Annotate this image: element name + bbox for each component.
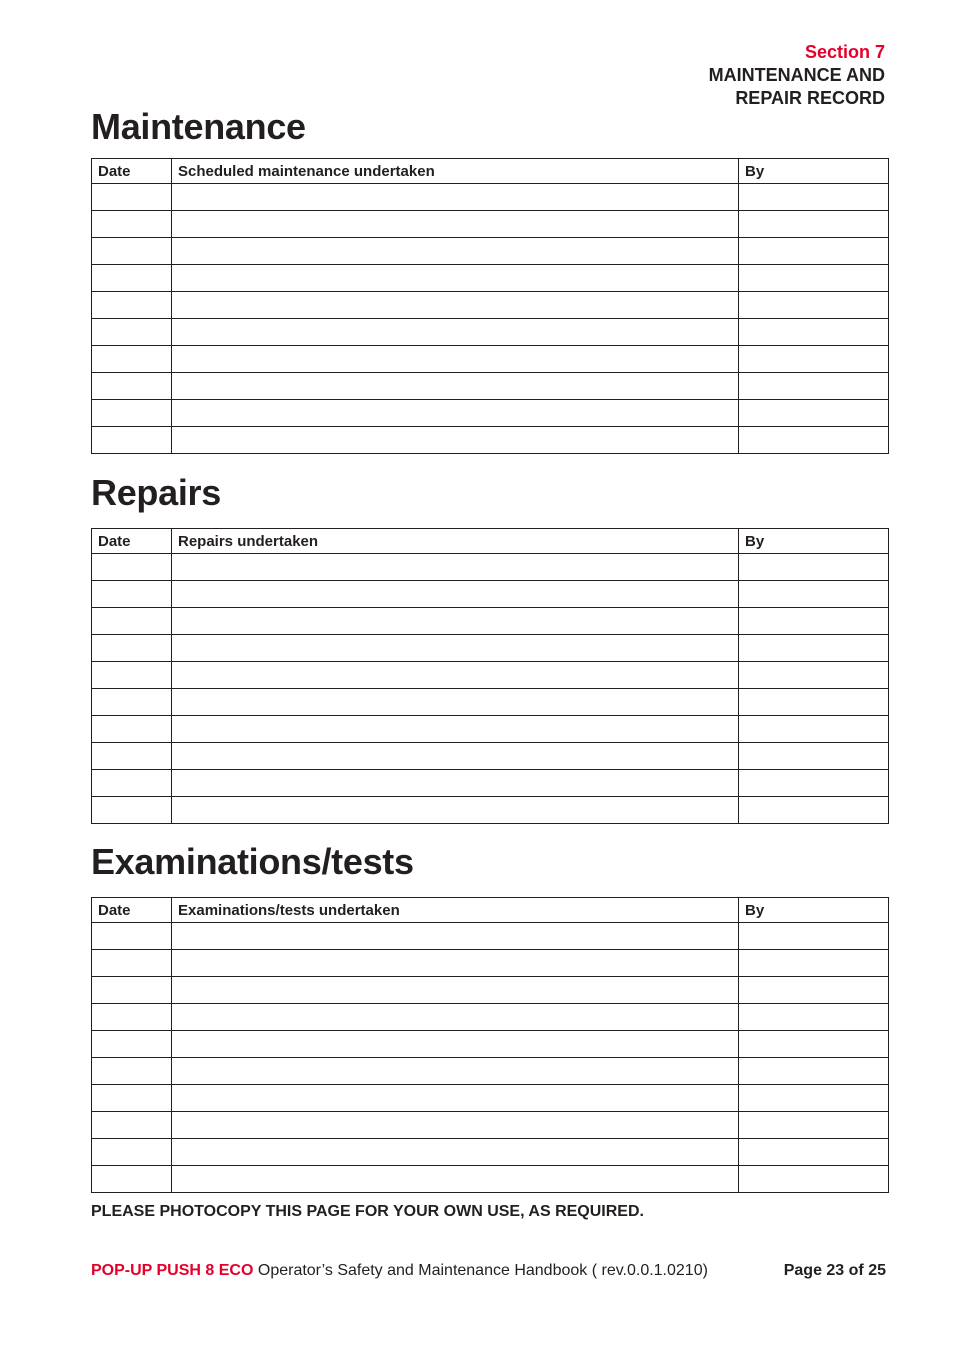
examinations-table xyxy=(91,897,889,1193)
column-header-description: Repairs undertaken xyxy=(172,529,739,554)
examinations-table-body xyxy=(92,923,889,1193)
date-cell[interactable] xyxy=(92,977,172,1004)
table-row xyxy=(92,743,889,770)
by-cell[interactable] xyxy=(739,1085,889,1112)
footer-product-name: POP-UP PUSH 8 ECO xyxy=(91,1262,254,1279)
description-cell[interactable] xyxy=(172,427,739,454)
table-row xyxy=(92,977,889,1004)
date-cell[interactable] xyxy=(92,1166,172,1193)
photocopy-note: PLEASE PHOTOCOPY THIS PAGE FOR YOUR OWN USE, AS REQUIRED. xyxy=(91,1203,644,1220)
table-row xyxy=(92,662,889,689)
date-cell[interactable] xyxy=(92,1112,172,1139)
description-cell[interactable] xyxy=(172,1031,739,1058)
date-cell[interactable] xyxy=(92,292,172,319)
description-cell[interactable] xyxy=(172,1085,739,1112)
description-cell[interactable] xyxy=(172,1139,739,1166)
date-cell[interactable] xyxy=(92,184,172,211)
date-cell[interactable] xyxy=(92,211,172,238)
description-cell[interactable] xyxy=(172,635,739,662)
date-cell[interactable] xyxy=(92,346,172,373)
by-cell[interactable] xyxy=(739,635,889,662)
date-cell[interactable] xyxy=(92,319,172,346)
date-cell[interactable] xyxy=(92,608,172,635)
table-header-row xyxy=(92,529,889,554)
by-cell[interactable] xyxy=(739,743,889,770)
date-cell[interactable] xyxy=(92,716,172,743)
table-row xyxy=(92,319,889,346)
column-header-description: Scheduled maintenance undertaken xyxy=(172,159,739,184)
by-cell[interactable] xyxy=(739,346,889,373)
maintenance-table-body xyxy=(92,184,889,454)
by-cell[interactable] xyxy=(739,1004,889,1031)
table-row xyxy=(92,923,889,950)
footer-handbook-title: Operator’s Safety and Maintenance Handbook ( rev.0.0.1.0210) xyxy=(253,1262,708,1279)
table-row xyxy=(92,1031,889,1058)
by-cell[interactable] xyxy=(739,1058,889,1085)
table-row xyxy=(92,581,889,608)
date-cell[interactable] xyxy=(92,427,172,454)
table-row xyxy=(92,635,889,662)
description-cell[interactable] xyxy=(172,1004,739,1031)
description-cell[interactable] xyxy=(172,581,739,608)
column-header-by: By xyxy=(739,159,889,184)
by-cell[interactable] xyxy=(739,265,889,292)
by-cell[interactable] xyxy=(739,770,889,797)
description-cell[interactable] xyxy=(172,770,739,797)
table-row xyxy=(92,1139,889,1166)
table-row xyxy=(92,1058,889,1085)
date-cell[interactable] xyxy=(92,950,172,977)
description-cell[interactable] xyxy=(172,211,739,238)
by-cell[interactable] xyxy=(739,662,889,689)
date-cell[interactable] xyxy=(92,1004,172,1031)
table-row xyxy=(92,292,889,319)
page-footer xyxy=(91,1262,886,1280)
repairs-table xyxy=(91,528,889,824)
column-header-date: Date xyxy=(92,529,172,554)
repairs-title: Repairs xyxy=(91,472,221,513)
date-cell[interactable] xyxy=(92,400,172,427)
date-cell[interactable] xyxy=(92,743,172,770)
date-cell[interactable] xyxy=(92,1031,172,1058)
table-row xyxy=(92,1004,889,1031)
by-cell[interactable] xyxy=(739,319,889,346)
by-cell[interactable] xyxy=(739,1139,889,1166)
by-cell[interactable] xyxy=(739,977,889,1004)
description-cell[interactable] xyxy=(172,184,739,211)
section-header xyxy=(709,41,885,110)
description-cell[interactable] xyxy=(172,238,739,265)
examinations-title: Examinations/tests xyxy=(91,841,414,882)
description-cell[interactable] xyxy=(172,292,739,319)
by-cell[interactable] xyxy=(739,1031,889,1058)
by-cell[interactable] xyxy=(739,716,889,743)
description-cell[interactable] xyxy=(172,400,739,427)
table-row xyxy=(92,238,889,265)
date-cell[interactable] xyxy=(92,1085,172,1112)
description-cell[interactable] xyxy=(172,1112,739,1139)
description-cell[interactable] xyxy=(172,950,739,977)
by-cell[interactable] xyxy=(739,400,889,427)
by-cell[interactable] xyxy=(739,950,889,977)
table-row xyxy=(92,373,889,400)
description-cell[interactable] xyxy=(172,373,739,400)
footer-page-number: Page 23 of 25 xyxy=(783,1262,886,1279)
section-title-line-1: MAINTENANCE AND xyxy=(708,65,885,85)
description-cell[interactable] xyxy=(172,977,739,1004)
description-cell[interactable] xyxy=(172,1166,739,1193)
table-row xyxy=(92,770,889,797)
description-cell[interactable] xyxy=(172,716,739,743)
date-cell[interactable] xyxy=(92,554,172,581)
table-row xyxy=(92,689,889,716)
table-row xyxy=(92,1166,889,1193)
by-cell[interactable] xyxy=(739,1112,889,1139)
description-cell[interactable] xyxy=(172,554,739,581)
maintenance-table xyxy=(91,158,889,454)
by-cell[interactable] xyxy=(739,581,889,608)
by-cell[interactable] xyxy=(739,238,889,265)
section-number: Section 7 xyxy=(804,42,885,62)
by-cell[interactable] xyxy=(739,608,889,635)
table-row xyxy=(92,427,889,454)
date-cell[interactable] xyxy=(92,923,172,950)
date-cell[interactable] xyxy=(92,238,172,265)
description-cell[interactable] xyxy=(172,662,739,689)
column-header-date: Date xyxy=(92,898,172,923)
table-row xyxy=(92,716,889,743)
description-cell[interactable] xyxy=(172,797,739,824)
date-cell[interactable] xyxy=(92,770,172,797)
table-row xyxy=(92,1112,889,1139)
description-cell[interactable] xyxy=(172,608,739,635)
table-row xyxy=(92,346,889,373)
date-cell[interactable] xyxy=(92,1058,172,1085)
description-cell[interactable] xyxy=(172,1058,739,1085)
repairs-table-body xyxy=(92,554,889,824)
table-row xyxy=(92,211,889,238)
date-cell[interactable] xyxy=(92,635,172,662)
description-cell[interactable] xyxy=(172,743,739,770)
by-cell[interactable] xyxy=(739,292,889,319)
date-cell[interactable] xyxy=(92,797,172,824)
maintenance-title: Maintenance xyxy=(91,106,306,147)
by-cell[interactable] xyxy=(739,184,889,211)
table-row xyxy=(92,554,889,581)
by-cell[interactable] xyxy=(739,923,889,950)
date-cell[interactable] xyxy=(92,581,172,608)
description-cell[interactable] xyxy=(172,689,739,716)
by-cell[interactable] xyxy=(739,689,889,716)
table-row xyxy=(92,1085,889,1112)
by-cell[interactable] xyxy=(739,1166,889,1193)
date-cell[interactable] xyxy=(92,373,172,400)
description-cell[interactable] xyxy=(172,265,739,292)
date-cell[interactable] xyxy=(92,265,172,292)
by-cell[interactable] xyxy=(739,373,889,400)
column-header-date: Date xyxy=(92,159,172,184)
description-cell[interactable] xyxy=(172,346,739,373)
description-cell[interactable] xyxy=(172,319,739,346)
by-cell[interactable] xyxy=(739,797,889,824)
date-cell[interactable] xyxy=(92,662,172,689)
column-header-description: Examinations/tests undertaken xyxy=(172,898,739,923)
by-cell[interactable] xyxy=(739,554,889,581)
date-cell[interactable] xyxy=(92,689,172,716)
by-cell[interactable] xyxy=(739,427,889,454)
table-row xyxy=(92,797,889,824)
column-header-by: By xyxy=(739,529,889,554)
table-row xyxy=(92,608,889,635)
table-header-row xyxy=(92,898,889,923)
section-title-line-2: REPAIR RECORD xyxy=(735,88,885,108)
description-cell[interactable] xyxy=(172,923,739,950)
table-header-row xyxy=(92,159,889,184)
column-header-by: By xyxy=(739,898,889,923)
table-row xyxy=(92,184,889,211)
date-cell[interactable] xyxy=(92,1139,172,1166)
table-row xyxy=(92,265,889,292)
table-row xyxy=(92,950,889,977)
by-cell[interactable] xyxy=(739,211,889,238)
table-row xyxy=(92,400,889,427)
